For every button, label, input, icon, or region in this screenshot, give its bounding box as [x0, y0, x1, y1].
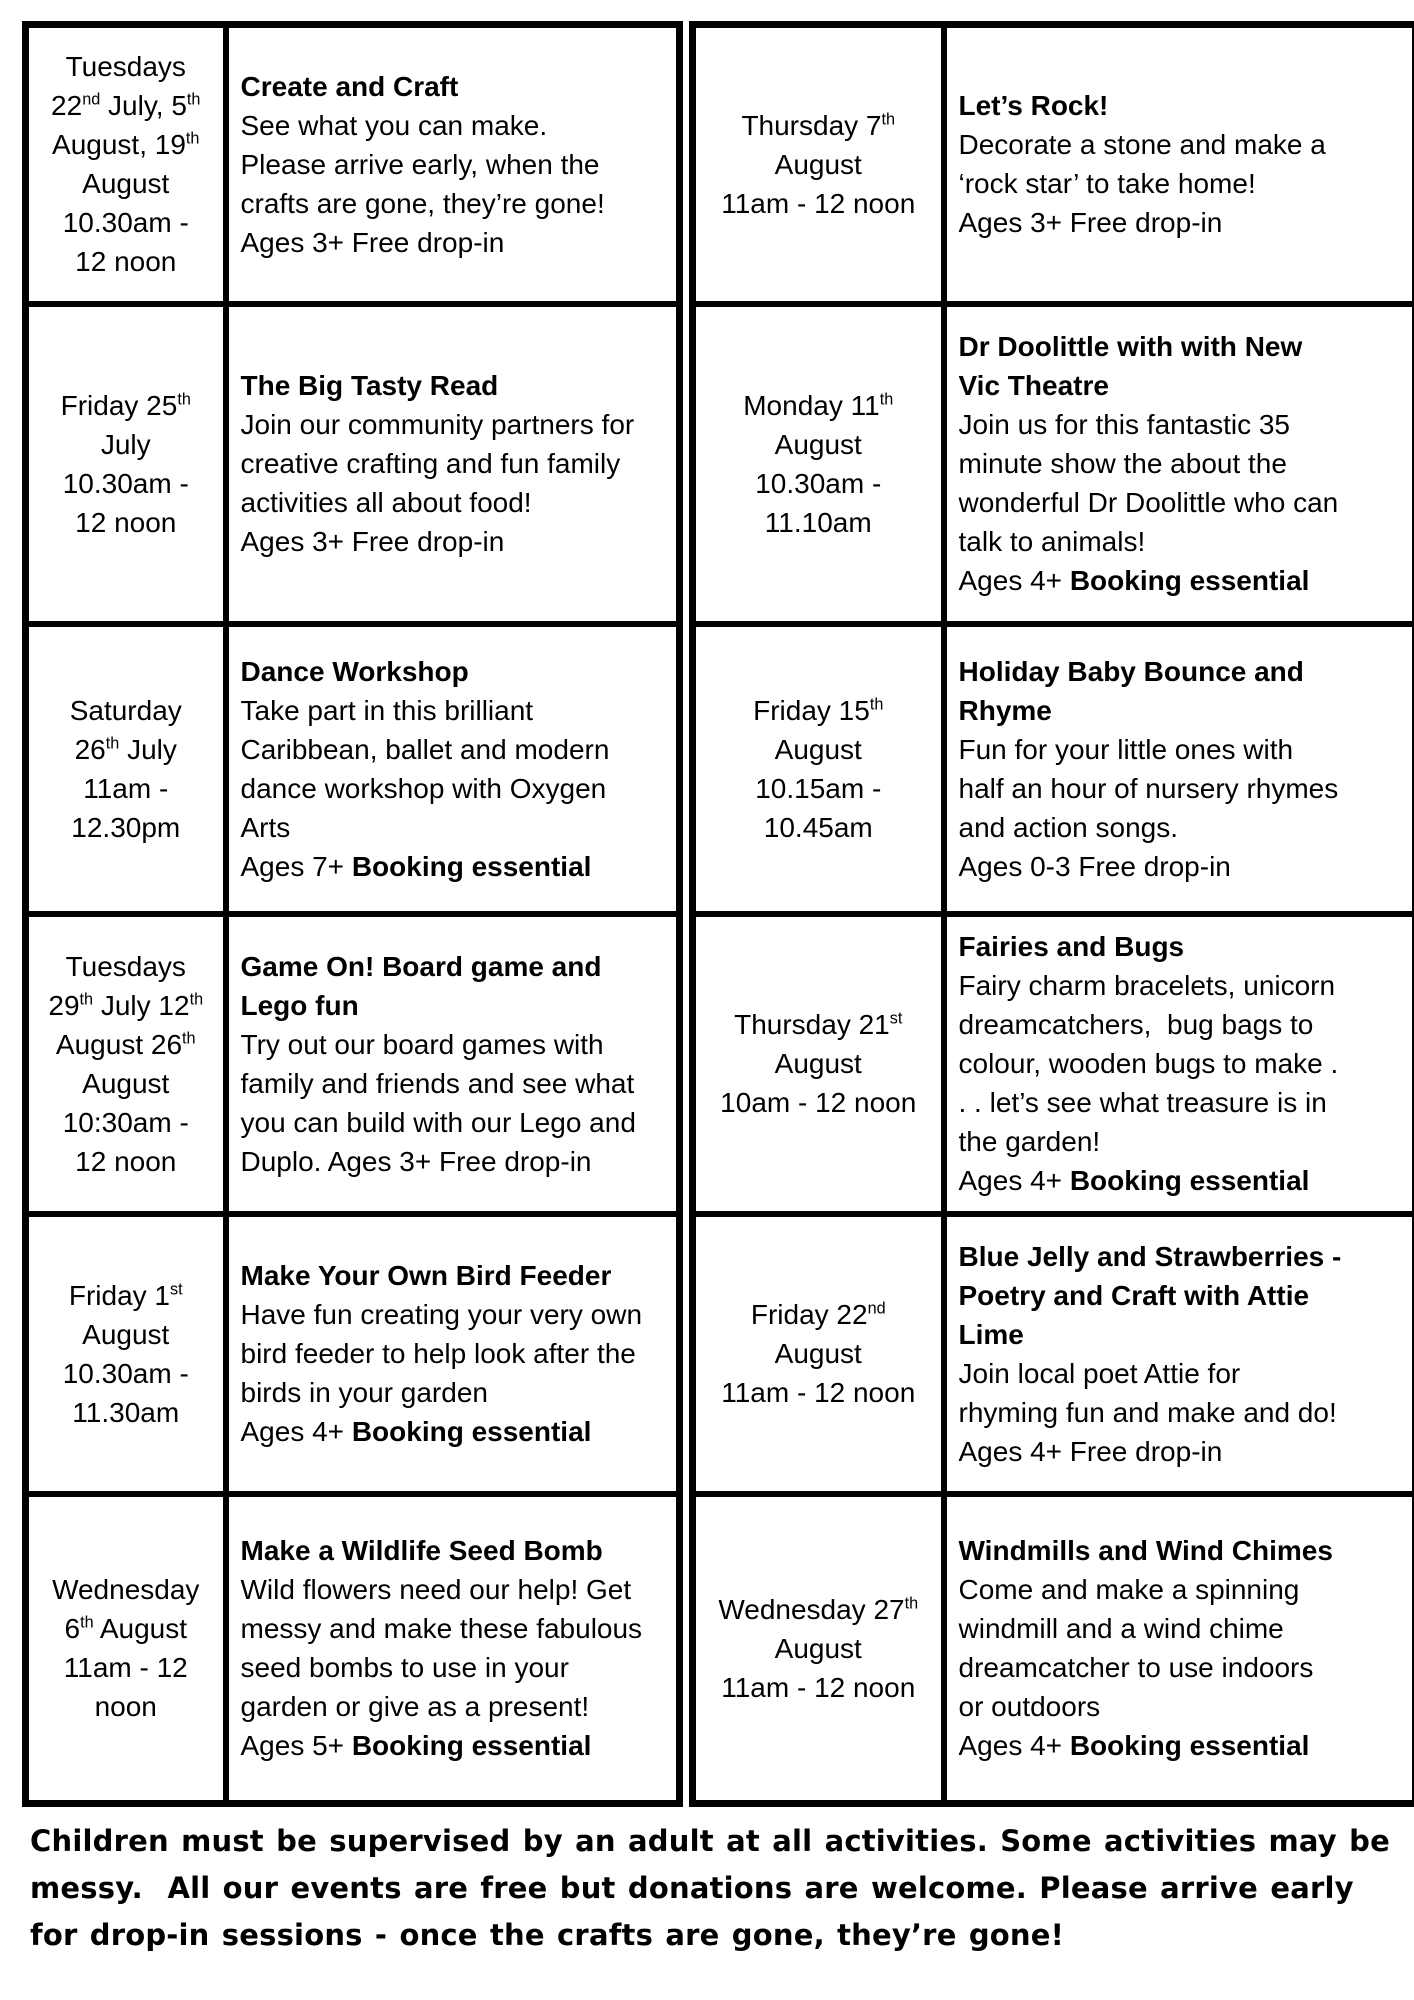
- event-row: [693, 624, 1414, 914]
- event-row: [693, 25, 1414, 304]
- event-description: Make a Wildlife Seed Bomb Wild flowers need our help! Get messy and make these fabulous seed bombs to use in your garden or give as a present! Ages 5+ Booking essential: [226, 1494, 680, 1804]
- event-row: [693, 914, 1414, 1214]
- event-date: Friday 22nd August 11am - 12 noon: [693, 1214, 944, 1494]
- event-description: Windmills and Wind Chimes Come and make a spinning windmill and a wind chime dreamcatcher to use indoors or outdoors Ages 4+ Booking essential: [944, 1494, 1414, 1804]
- footer-note: Children must be supervised by an adult at all activities. Some activities may be messy. All our events are free but donations are welcome. Please arrive early for drop-in sessions - once the crafts are gone, they’re gone!: [30, 1824, 1390, 1952]
- event-description: Game On! Board game and Lego fun Try out our board games with family and friends and see what you can build with our Lego and Duplo. Ages 3+ Free drop-in: [226, 914, 680, 1214]
- event-date: Monday 11th August 10.30am - 11.10am: [693, 304, 944, 624]
- schedule-tables: [22, 21, 1414, 1807]
- event-date: Friday 15th August 10.15am - 10.45am: [693, 624, 944, 914]
- event-row: [26, 1214, 680, 1494]
- event-date: Wednesday 6th August 11am - 12 noon: [26, 1494, 226, 1804]
- event-row: [26, 304, 680, 624]
- schedule-table-left: [22, 21, 683, 1807]
- event-description: Fairies and Bugs Fairy charm bracelets, unicorn dreamcatchers, bug bags to colour, wooden bugs to make . . . let’s see what treasure is in the garden! Ages 4+ Booking essential: [944, 914, 1414, 1214]
- event-row: [26, 914, 680, 1214]
- event-row: [693, 1214, 1414, 1494]
- event-description: The Big Tasty Read Join our community partners for creative crafting and fun family activities all about food! Ages 3+ Free drop-in: [226, 304, 680, 624]
- event-description: Dr Doolittle with with New Vic Theatre Join us for this fantastic 35 minute show the about the wonderful Dr Doolittle who can talk to animals! Ages 4+ Booking essential: [944, 304, 1414, 624]
- event-date: Thursday 21st August 10am - 12 noon: [693, 914, 944, 1214]
- event-date: Saturday 26th July 11am - 12.30pm: [26, 624, 226, 914]
- event-description: Dance Workshop Take part in this brilliant Caribbean, ballet and modern dance workshop with Oxygen Arts Ages 7+ Booking essential: [226, 624, 680, 914]
- event-description: Make Your Own Bird Feeder Have fun creating your very own bird feeder to help look after the birds in your garden Ages 4+ Booking essential: [226, 1214, 680, 1494]
- event-date: Tuesdays 29th July 12th August 26th August 10:30am - 12 noon: [26, 914, 226, 1214]
- schedule-table-right: [689, 21, 1414, 1807]
- event-row: [693, 304, 1414, 624]
- event-row: [693, 1494, 1414, 1804]
- event-description: Create and Craft See what you can make. Please arrive early, when the crafts are gone, they’re gone! Ages 3+ Free drop-in: [226, 25, 680, 304]
- event-date: Friday 1st August 10.30am - 11.30am: [26, 1214, 226, 1494]
- event-date: Wednesday 27th August 11am - 12 noon: [693, 1494, 944, 1804]
- event-date: Tuesdays 22nd July, 5th August, 19th August 10.30am - 12 noon: [26, 25, 226, 304]
- event-date: Thursday 7th August 11am - 12 noon: [693, 25, 944, 304]
- event-description: Holiday Baby Bounce and Rhyme Fun for your little ones with half an hour of nursery rhymes and action songs. Ages 0-3 Free drop-in: [944, 624, 1414, 914]
- event-row: [26, 25, 680, 304]
- event-row: [26, 1494, 680, 1804]
- event-date: Friday 25th July 10.30am - 12 noon: [26, 304, 226, 624]
- event-description: Blue Jelly and Strawberries - Poetry and Craft with Attie Lime Join local poet Attie for rhyming fun and make and do! Ages 4+ Free drop-in: [944, 1214, 1414, 1494]
- event-description: Let’s Rock! Decorate a stone and make a ‘rock star’ to take home! Ages 3+ Free drop-in: [944, 25, 1414, 304]
- event-row: [26, 624, 680, 914]
